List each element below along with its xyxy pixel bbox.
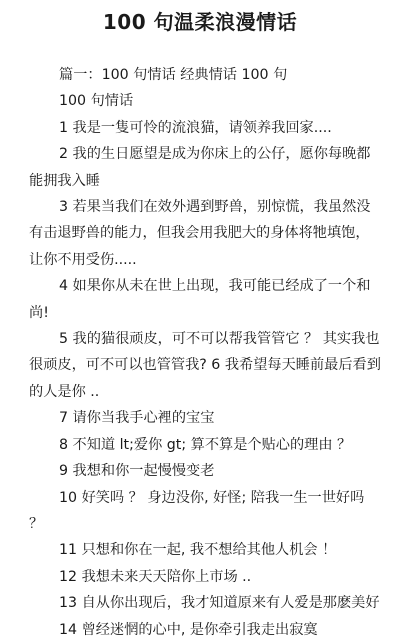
love-line-12: 12 我想未来天天陪你上市场 .. [59,568,252,585]
document-title: 100 句温柔浪漫情话 [102,10,298,34]
love-line-7: 7 请你当我手心裡的宝宝 [59,410,215,427]
love-line-11: 11 只想和你在一起, 我不想给其他人机会 ！ [59,542,337,559]
love-line-13: 13 自从你出现后，我才知道原来有人爱是那麽美好 [59,595,380,612]
love-line-1: 1 我是一隻可怜的流浪猫，请领养我回家.... [59,119,332,136]
love-line-9: 9 我想和你一起慢慢变老 [59,463,215,480]
document-body [29,62,381,643]
love-line-8: 8 不知道 lt;爱你 gt; 算不算是个贴心的理由 ？ [59,436,352,453]
love-line-5-6: 5 我的猫很顽皮，可不可以帮我管管它 ？ 其实我也很顽皮，可不可以也管管我? 6 我希望每天睡前最后看到的人是你 .. [29,331,381,400]
love-line-3: 3 若果当我们在效外遇到野兽，别惊慌，我虽然没有击退野兽的能力，但我会用我肥大的身体将牠填饱，让你不用受伤..... [29,199,371,268]
subheading: 100 句情话 [59,93,134,110]
love-line-14: 14 曾经迷惘的心中, 是你牵引我走出寂寞 [59,621,318,638]
love-line-2: 2 我的生日愿望是成为你床上的公仔，愿你每晚都能拥我入睡 [29,146,371,189]
section-heading: 篇一：100 句情话 经典情话 100 句 [59,67,288,83]
love-line-10: 10 好笑吗 ？ 身边没你, 好怪; 陪我一生一世好吗 ？ [29,489,365,532]
love-line-4: 4 如果你从未在世上出现，我可能已经成了一个和尚! [29,278,371,321]
